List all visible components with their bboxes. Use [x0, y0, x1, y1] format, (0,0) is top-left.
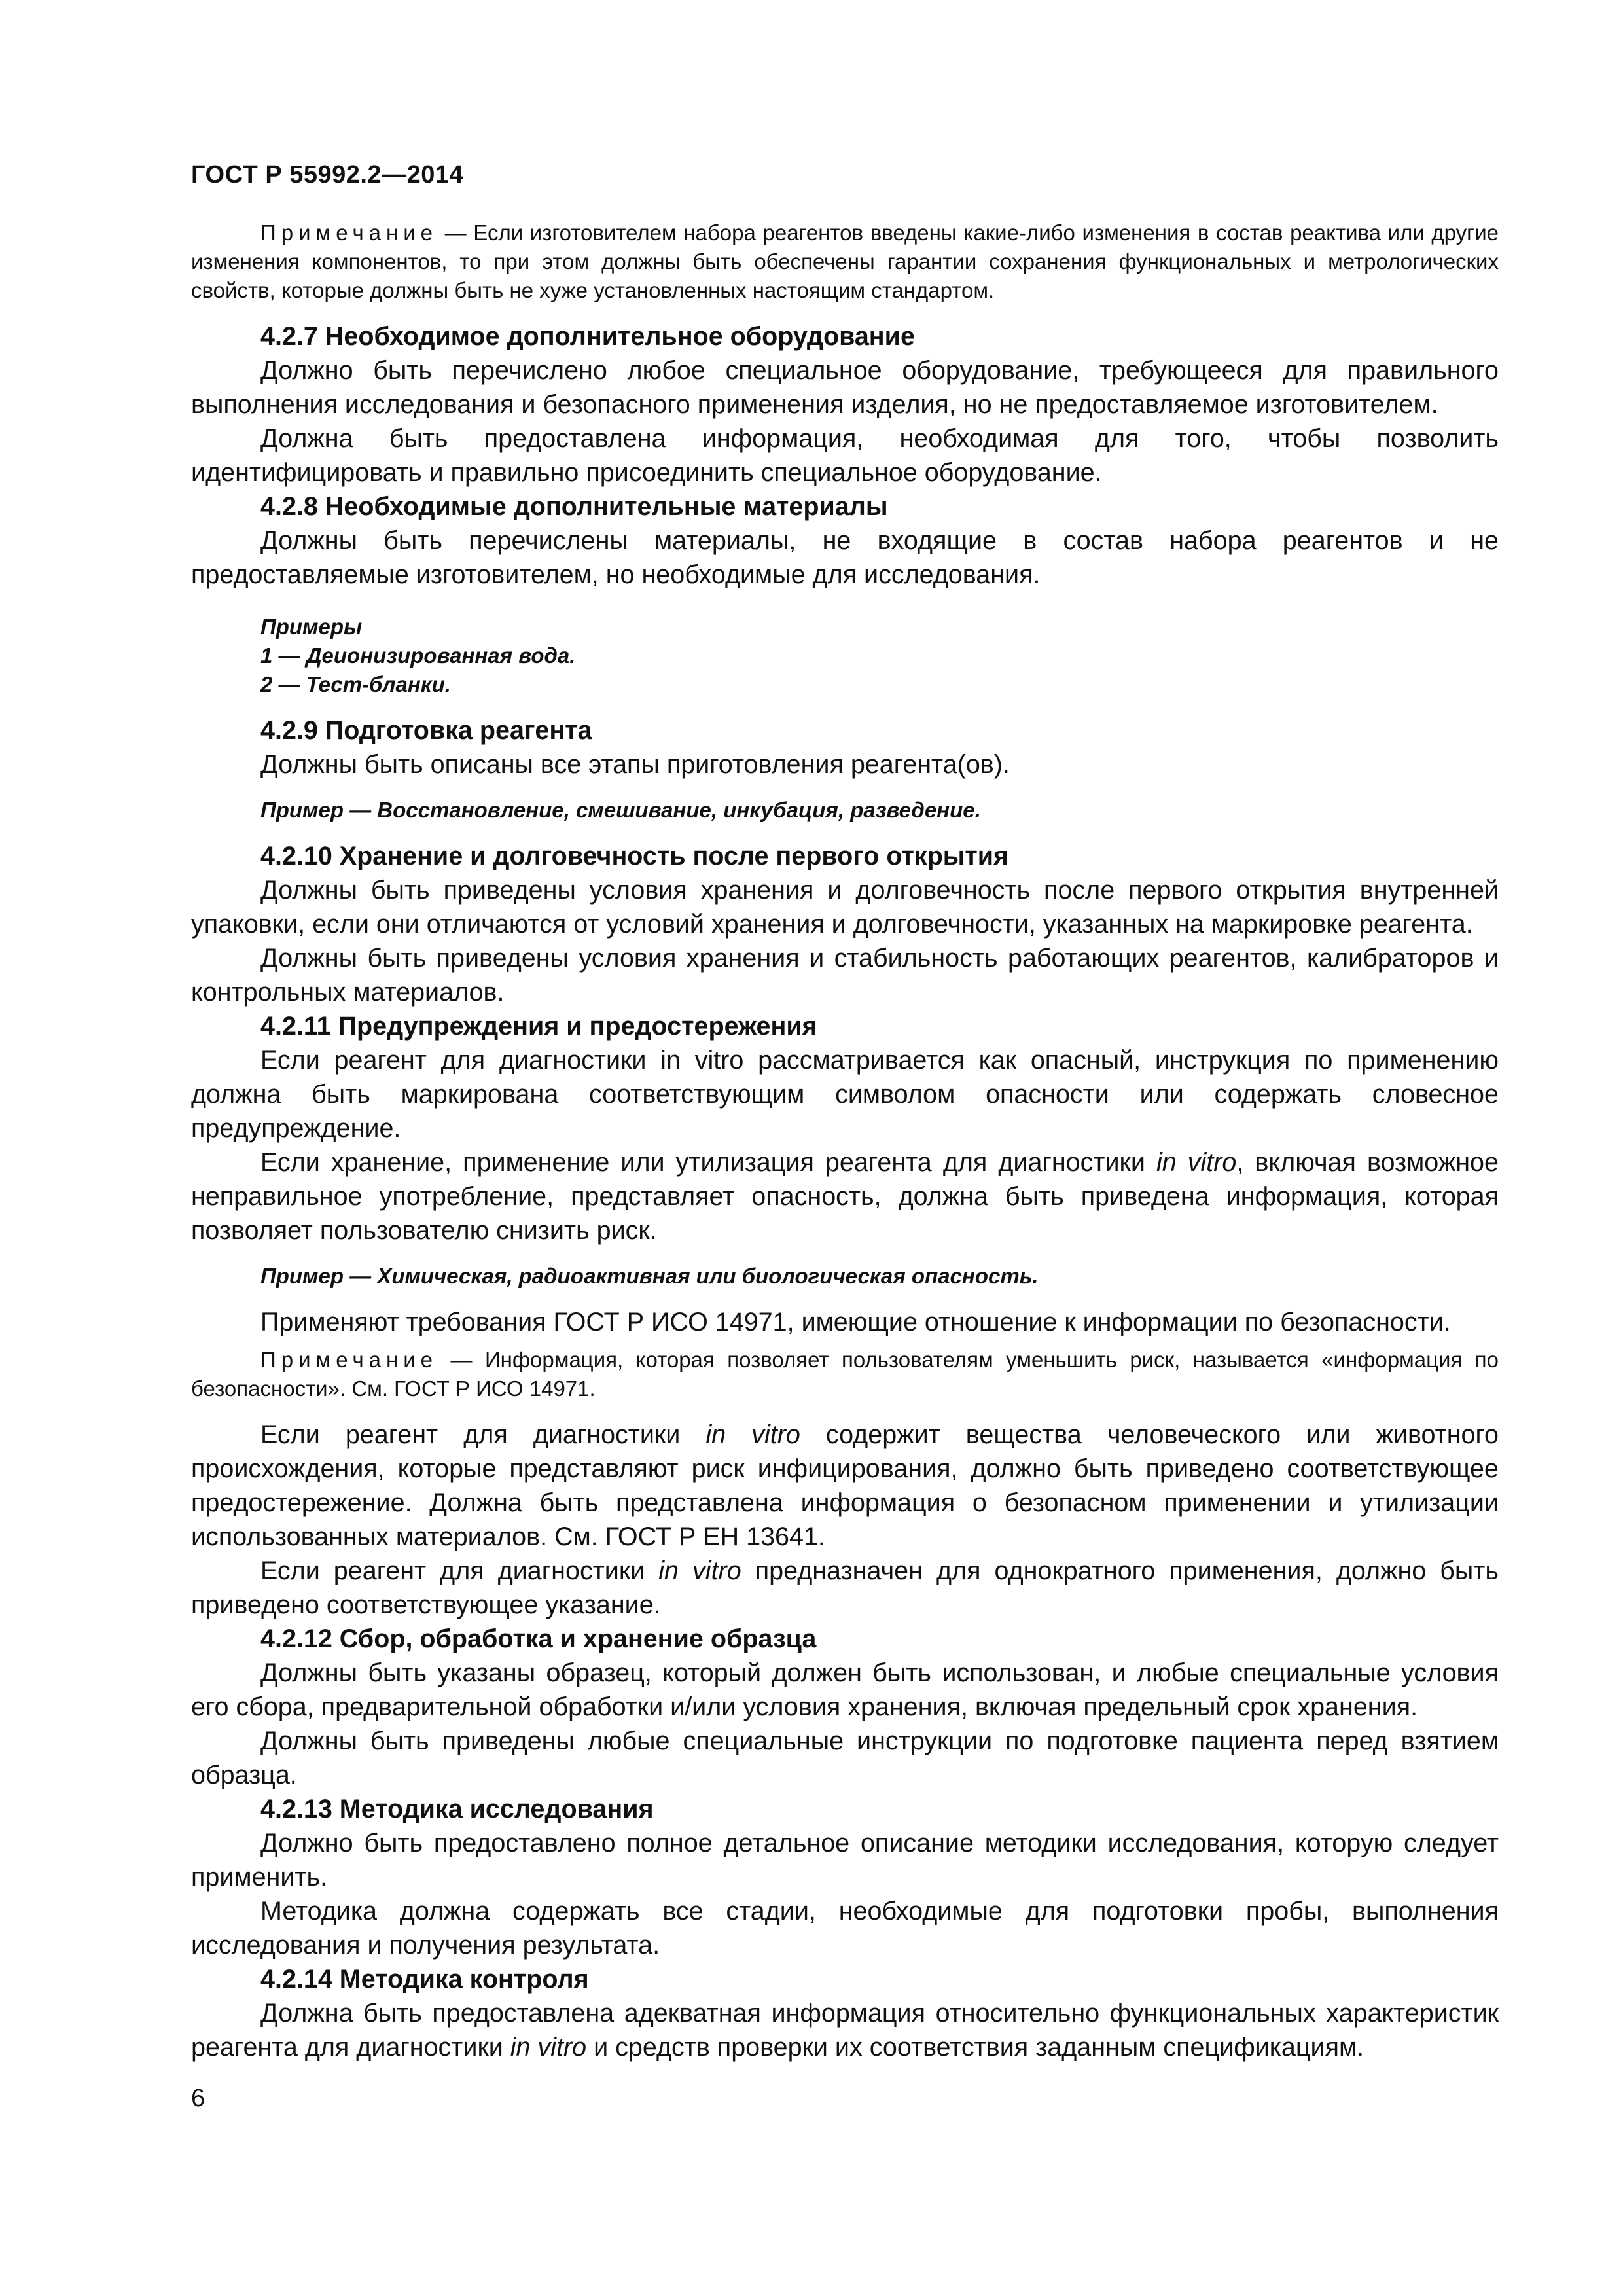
note-paragraph — [191, 219, 1499, 305]
text-run: содержит вещества человеческого или животного происхождения, которые представляют риск инфицирования, должно быть приведено соответствующее предостережение. Должна быть представлена информация о безопасном применении и утилизации использованных материалов. См. ГОСТ Р ЕН 13641. — [191, 1420, 1499, 1551]
text-run-italic: in vitro — [705, 1420, 800, 1449]
note-text: — Информация, которая позволяет пользователям уменьшить риск, называется «информация по безопасности». См. ГОСТ Р ИСО 14971. — [191, 1348, 1499, 1401]
section-heading-4-2-9: 4.2.9 Подготовка реагента — [260, 716, 592, 745]
paragraph — [191, 1145, 1499, 1247]
note-prefix: Примечание — [260, 221, 438, 245]
paragraph: Должны быть перечислены материалы, не входящие в состав набора реагентов и не предоставляемые изготовителем, но необходимые для исследования. — [191, 526, 1499, 589]
text-run: предназначен для однократного применения, должно быть приведено соответствующее указание. — [191, 1556, 1499, 1619]
note-prefix: Примечание — [260, 1348, 438, 1372]
section-heading-4-2-10: 4.2.10 Хранение и долговечность после первого открытия — [260, 842, 1009, 870]
section-heading-4-2-14: 4.2.14 Методика контроля — [260, 1965, 589, 1994]
paragraph: Методика должна содержать все стадии, необходимые для подготовки пробы, выполнения исследования и получения результата. — [191, 1897, 1499, 1960]
example-item: 1 — Деионизированная вода. — [260, 643, 576, 668]
paragraph — [191, 1996, 1499, 2064]
example-line: Пример — Химическая, радиоактивная или биологическая опасность. — [260, 1264, 1039, 1288]
text-run-italic: in vitro — [658, 1556, 741, 1585]
paragraph: Должна быть предоставлена информация, необходимая для того, чтобы позволить идентифицировать и правильно присоединить специальное оборудование. — [191, 424, 1499, 487]
section-heading-4-2-12: 4.2.12 Сбор, обработка и хранение образца — [260, 1624, 817, 1653]
text-run: и средств проверки их соответствия заданным спецификациям. — [586, 2033, 1364, 2062]
section-heading-4-2-13: 4.2.13 Методика исследования — [260, 1795, 654, 1823]
paragraph: Должны быть приведены условия хранения и стабильность работающих реагентов, калибраторов и контрольных материалов. — [191, 944, 1499, 1007]
document-code-header: ГОСТ Р 55992.2—2014 — [191, 161, 464, 188]
examples-title: Примеры — [260, 615, 363, 639]
text-run-italic: in vitro — [510, 2033, 587, 2062]
paragraph: Должны быть указаны образец, который должен быть использован, и любые специальные условия его сбора, предварительной обработки и/или условия хранения, включая предельный срок хранения. — [191, 1659, 1499, 1721]
text-run-italic: in vitro — [1156, 1148, 1237, 1177]
page-number: 6 — [191, 2085, 205, 2112]
note-paragraph — [191, 1346, 1499, 1403]
paragraph: Должны быть приведены любые специальные инструкции по подготовке пациента перед взятием образца. — [191, 1727, 1499, 1789]
section-heading-4-2-8: 4.2.8 Необходимые дополнительные материалы — [260, 492, 888, 521]
text-run: , включая возможное неправильное употребление, представляет опасность, должна быть приведена информация, которая позволяет пользователю снизить риск. — [191, 1148, 1499, 1245]
paragraph: Применяют требования ГОСТ Р ИСО 14971, имеющие отношение к информации по безопасности. — [260, 1308, 1451, 1336]
paragraph: Должно быть предоставлено полное детальное описание методики исследования, которую следует применить. — [191, 1829, 1499, 1892]
section-heading-4-2-11: 4.2.11 Предупреждения и предостережения — [260, 1012, 817, 1041]
paragraph: Должно быть перечислено любое специальное оборудование, требующееся для правильного выполнения исследования и безопасного применения изделия, но не предоставляемое изготовителем. — [191, 356, 1499, 419]
paragraph: Если реагент для диагностики in vitro рассматривается как опасный, инструкция по применению должна быть маркирована соответствующим символом опасности или содержать словесное предупреждение. — [191, 1046, 1499, 1143]
paragraph — [191, 1418, 1499, 1554]
paragraph: Должны быть описаны все этапы приготовления реагента(ов). — [260, 750, 1010, 779]
text-run: Должна быть предоставлена адекватная информация относительно функциональных характеристик реагента для диагностики — [191, 1999, 1499, 2062]
example-item: 2 — Тест-бланки. — [260, 672, 451, 696]
page-content — [191, 219, 1499, 2064]
example-line: Пример — Восстановление, смешивание, инкубация, разведение. — [260, 798, 981, 822]
text-run: Если хранение, применение или утилизация реагента для диагностики — [260, 1148, 1156, 1177]
section-heading-4-2-7: 4.2.7 Необходимое дополнительное оборудование — [260, 322, 915, 351]
note-text: — Если изготовителем набора реагентов введены какие-либо изменения в состав реактива или другие изменения компонентов, то при этом должны быть обеспечены гарантии сохранения функциональных и метрологических свойств, которые должны быть не хуже установленных настоящим стандартом. — [191, 221, 1499, 302]
paragraph — [191, 1554, 1499, 1622]
text-run: Если реагент для диагностики — [260, 1420, 706, 1449]
paragraph: Должны быть приведены условия хранения и долговечность после первого открытия внутренней упаковки, если они отличаются от условий хранения и долговечности, указанных на маркировке реагента. — [191, 876, 1499, 939]
text-run: Если реагент для диагностики — [260, 1556, 659, 1585]
